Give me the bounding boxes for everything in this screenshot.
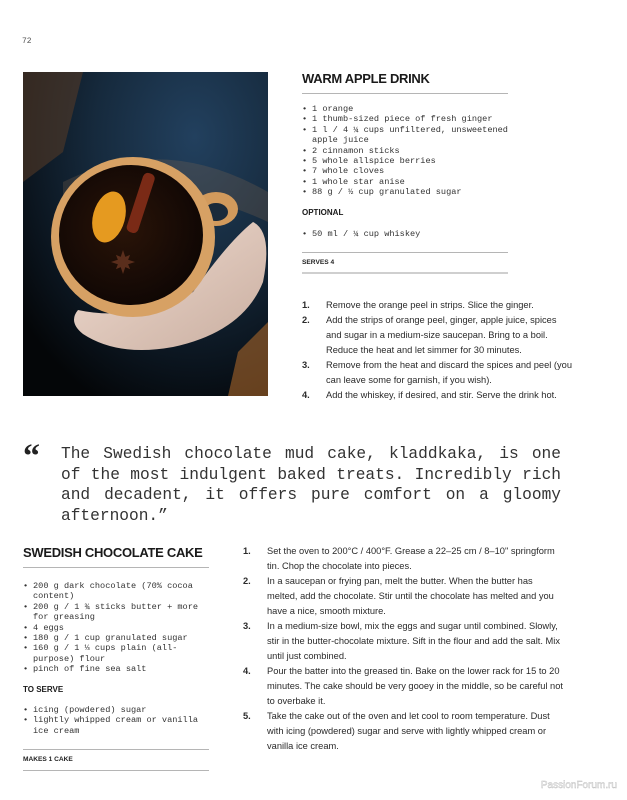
ingredient-item: • 1 l / 4 ¼ cups unfiltered, unsweetened apple juice (302, 125, 512, 146)
divider (23, 567, 209, 568)
ingredient-item: • 88 g / ½ cup granulated sugar (302, 187, 512, 197)
ingredient-item: • 1 orange (302, 104, 512, 114)
watermark: PassionForum.ru (540, 780, 617, 791)
step-number: 2. (302, 315, 310, 325)
method-steps-chocolate-cake (243, 544, 565, 754)
step-item (243, 709, 565, 754)
step-item (243, 574, 565, 619)
ingredient-item: • 2 cinnamon sticks (302, 146, 512, 156)
page-number: 72 (22, 37, 32, 46)
divider (23, 770, 209, 771)
step-text: Pour the batter into the greased tin. Bake on the lower rack for 15 to 20 minutes. The cake should be very gooey in the middle, so be careful not to overbake it. (267, 666, 563, 706)
step-number: 1. (243, 546, 251, 556)
divider (302, 252, 508, 253)
step-number: 2. (243, 576, 251, 586)
step-number: 4. (302, 390, 310, 400)
recipe-title-swedish-chocolate-cake: SWEDISH CHOCOLATE CAKE (23, 545, 203, 560)
ingredient-item: • 4 eggs (23, 623, 218, 633)
ingredient-item: • 7 whole cloves (302, 166, 512, 176)
divider (23, 749, 209, 750)
ingredient-item: • 160 g / 1 ⅓ cups plain (all-purpose) flour (23, 643, 218, 664)
step-item (243, 664, 565, 709)
step-text: In a saucepan or frying pan, melt the butter. When the butter has melted, add the chocolate. Stir until the chocolate has melted and you have a nice, smooth mixture. (267, 576, 554, 616)
optional-list (302, 229, 512, 239)
pull-quote: The Swedish chocolate mud cake, kladdkaka, is one of the most indulgent baked treats. Incredibly rich and decadent, it offers pure comfort on a gloomy afternoon.” (61, 445, 561, 525)
mug-photo-illustration (23, 72, 268, 396)
step-text: Take the cake out of the oven and let cool to room temperature. Dust with icing (powdered) sugar and serve with lightly whipped cream or vanilla ice cream. (267, 711, 550, 751)
step-number: 1. (302, 300, 310, 310)
ingredient-item: • pinch of fine sea salt (23, 664, 218, 674)
ingredient-item: • 1 thumb-sized piece of fresh ginger (302, 114, 512, 124)
ingredient-item: • 200 g dark chocolate (70% cocoa content) (23, 581, 218, 602)
step-item (302, 358, 572, 388)
divider (302, 93, 508, 94)
ingredient-item: • 50 ml / ¼ cup whiskey (302, 229, 512, 239)
quote-mark-icon: “ (23, 438, 40, 475)
ingredient-list-chocolate-cake (23, 581, 218, 675)
optional-heading: OPTIONAL (302, 208, 344, 217)
ingredient-item: • 1 whole star anise (302, 177, 512, 187)
step-number: 4. (243, 666, 251, 676)
to-serve-heading: TO SERVE (23, 685, 64, 694)
method-steps-warm-apple-drink (302, 298, 572, 403)
step-number: 5. (243, 711, 251, 721)
step-text: Set the oven to 200°C / 400°F. Grease a 22–25 cm / 8–10" springform tin. Chop the chocolate into pieces. (267, 546, 555, 571)
divider (302, 272, 508, 274)
serves-label: SERVES 4 (302, 259, 335, 266)
makes-label: MAKES 1 CAKE (23, 756, 73, 763)
ingredient-item: • 5 whole allspice berries (302, 156, 512, 166)
step-text: Remove from the heat and discard the spices and peel (you can leave some for garnish, if you wish). (326, 360, 572, 385)
to-serve-list (23, 705, 218, 736)
step-text: Add the strips of orange peel, ginger, apple juice, spices and sugar in a medium-size saucepan. Bring to a boil. Reduce the heat and let simmer for 30 minutes. (326, 315, 557, 355)
recipe-title-warm-apple-drink: WARM APPLE DRINK (302, 71, 430, 86)
step-item (302, 388, 572, 403)
step-text: Add the whiskey, if desired, and stir. Serve the drink hot. (326, 390, 557, 400)
step-item (243, 619, 565, 664)
step-text: Remove the orange peel in strips. Slice the ginger. (326, 300, 534, 310)
recipe-photo (23, 72, 268, 396)
ingredient-item: • icing (powdered) sugar (23, 705, 218, 715)
ingredient-list-warm-apple-drink (302, 104, 512, 198)
step-text: In a medium-size bowl, mix the eggs and sugar until combined. Slowly, stir in the butter-chocolate mixture. Sift in the flour and add the salt. Mix until just combined. (267, 621, 560, 661)
step-number: 3. (302, 360, 310, 370)
step-number: 3. (243, 621, 251, 631)
ingredient-item: • lightly whipped cream or vanilla ice cream (23, 715, 218, 736)
step-item (302, 313, 572, 358)
step-item (302, 298, 572, 313)
step-item (243, 544, 565, 574)
ingredient-item: • 180 g / 1 cup granulated sugar (23, 633, 218, 643)
ingredient-item: • 200 g / 1 ¾ sticks butter + more for greasing (23, 602, 218, 623)
